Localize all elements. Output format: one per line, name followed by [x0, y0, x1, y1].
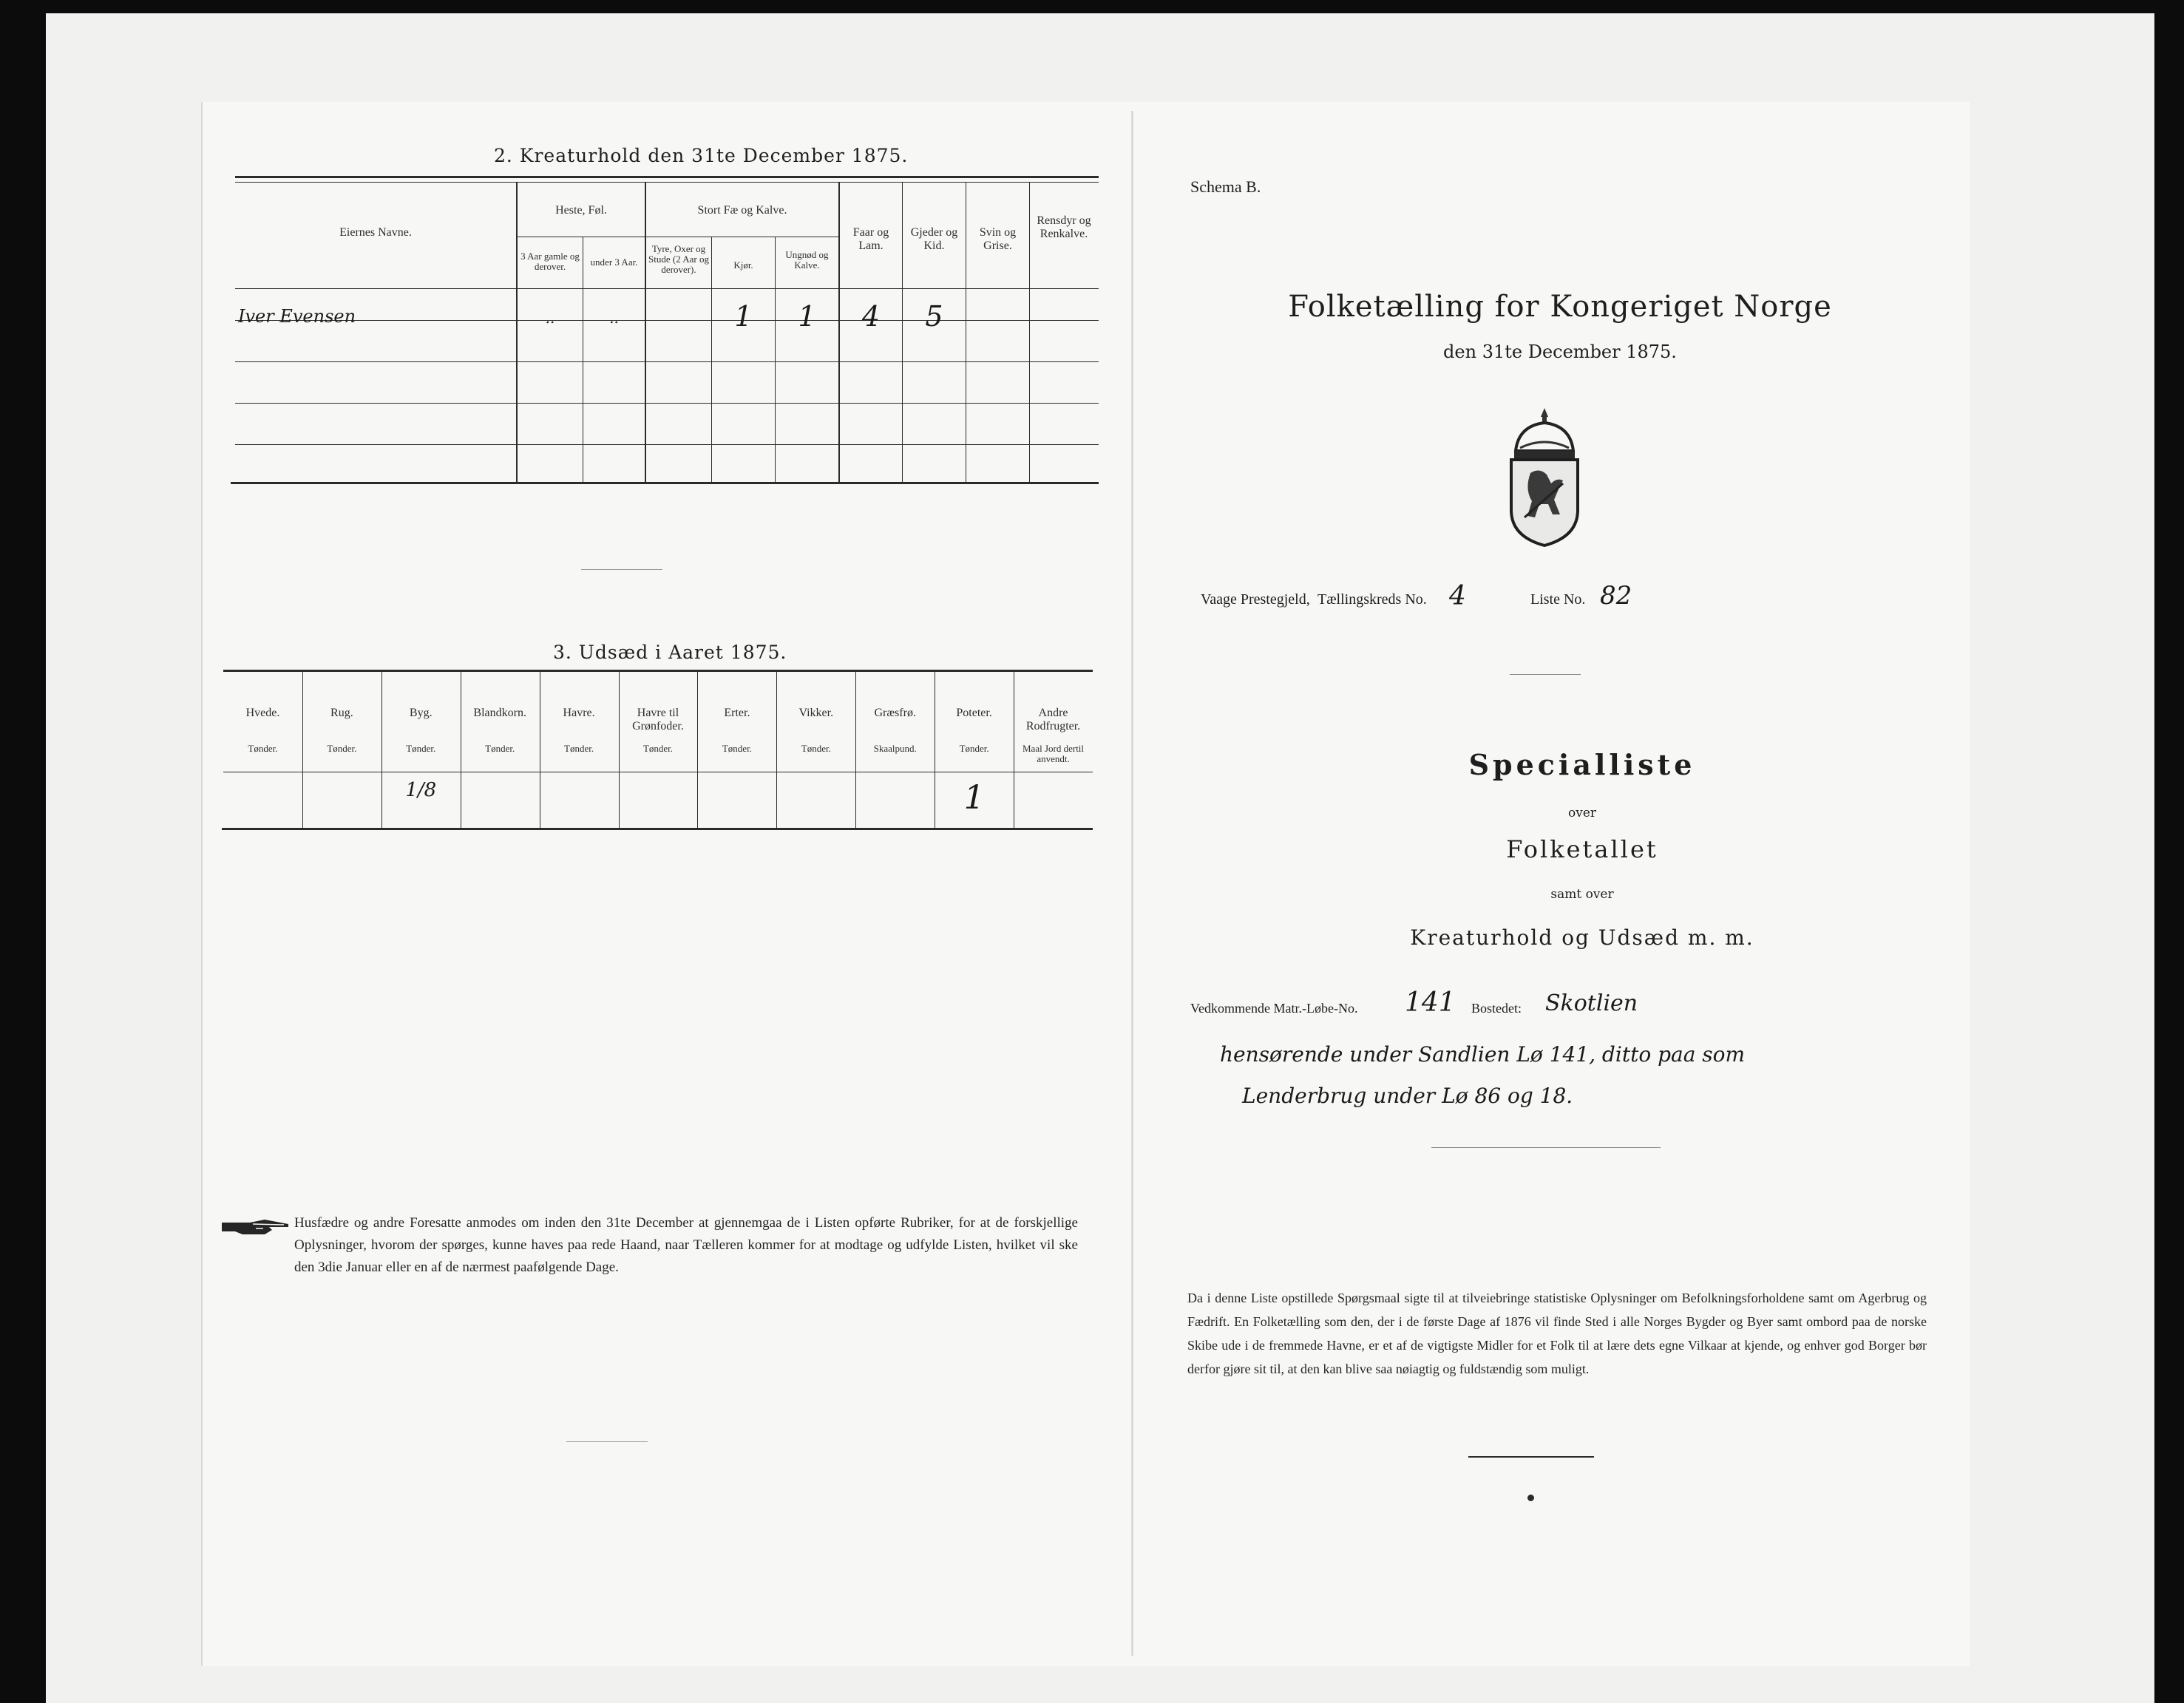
- header-cattle-cows: Kjør.: [733, 259, 753, 271]
- footnote-text: Husfædre og andre Foresatte anmodes om inden den 31te December at gjennemgaa de i Listen opførte Rubriker, for at de forskjellige Oplysninger, hvorom der spørges, kunne haves paa rede Haand, naar Tælleren kommer for at modtage og udfylde Listen, hvilket vil ske den 3die Januar eller en af de nærmest paafølgende Dage.: [294, 1215, 1078, 1275]
- table3-header-unit: Tønder.: [406, 743, 436, 754]
- matr-value: 141: [1405, 988, 1456, 1018]
- table3-header-name: Rug.: [330, 707, 353, 719]
- closing-rule: [1468, 1456, 1594, 1458]
- header-horses-adult: 3 Aar gamle og derover.: [520, 251, 580, 272]
- specialliste-heading: Specialliste: [1468, 748, 1696, 781]
- table3-header-unit: Tønder.: [248, 743, 278, 754]
- district-value: 4: [1449, 581, 1466, 611]
- list-label: Liste No.: [1530, 591, 1586, 608]
- census-sheet: [201, 102, 1970, 1666]
- header-goats: Gjeder og Kid.: [910, 226, 958, 252]
- pointing-hand-icon: [220, 1218, 291, 1237]
- table3-header-unit: Maal Jord dertil anvendt.: [1023, 743, 1085, 764]
- table2-top-rule: [235, 176, 1099, 178]
- header-sheep: Faar og Lam.: [852, 226, 889, 252]
- header-horses: Heste, Føl.: [555, 204, 607, 217]
- table3-header-unit: Tønder.: [642, 743, 674, 754]
- table3-header-name: Græsfrø.: [874, 707, 916, 719]
- table2-header-rule: [235, 288, 1099, 289]
- table3-header-unit: Skaalpund.: [873, 743, 917, 754]
- short-divider: [566, 1441, 648, 1442]
- table3-value-cell: 1: [963, 779, 985, 817]
- section2-title: 2. Kreaturhold den 31te December 1875.: [494, 145, 909, 166]
- owner-name-cell: Iver Evensen: [238, 306, 356, 327]
- scan-border-top: [0, 0, 2184, 13]
- over-label: over: [1567, 806, 1597, 820]
- header-pigs: Svin og Grise.: [979, 226, 1017, 252]
- table3-header-unit: Tønder.: [801, 743, 831, 754]
- table3-header-name: Blandkorn.: [473, 707, 526, 719]
- table3-header-unit: Tønder.: [722, 743, 752, 754]
- table2-row-rule: [235, 444, 1099, 445]
- table3-header-name: Erter.: [724, 707, 750, 719]
- table3-header-name: Hvede.: [245, 707, 280, 719]
- table2-bottom-rule: [231, 482, 1099, 484]
- scan-border-left: [0, 0, 46, 1703]
- table3-header-unit: Tønder.: [564, 743, 594, 754]
- header-owner: Eiernes Navne.: [339, 226, 412, 239]
- table3-header-name: Byg.: [409, 707, 433, 719]
- short-divider: [581, 569, 662, 570]
- table2-col-divider: [645, 182, 646, 483]
- table3-header-name: Vikker.: [798, 707, 834, 719]
- table3-top-rule: [223, 670, 1093, 672]
- header-cattle: Stort Fæ og Kalve.: [697, 204, 787, 217]
- district-label: Tællingskreds No.: [1317, 591, 1427, 608]
- header-reindeer: Rensdyr og Renkalve.: [1037, 214, 1091, 240]
- table2-col-divider: [711, 237, 712, 483]
- cows-cell: 1: [734, 300, 753, 333]
- table2-row-rule: [235, 361, 1099, 362]
- header-cattle-young: Ungnød og Kalve.: [785, 249, 829, 271]
- scan-border-right: [2154, 0, 2184, 1703]
- explanation-text: Da i denne Liste opstillede Spørgsmaal sigte til at tilveiebringe statistiske Oplysninger om Befolkningsforholdene samt om Agerbrug og Fædrift. En Folketælling som den, der i de første Dage af 1876 vil finde Sted i alle Norges Bygder og Byer samt ombord paa de norske Skibe ude i de fremmede Havne, er et af de vigtigste Midler for et Folk til at lære dets egne Vilkaar at kjende, og enhver god Borger bør derfor gjøre sit til, at den kan blive saa nøiagtig og fuldstændig som muligt.: [1187, 1291, 1927, 1376]
- header-horses-young: under 3 Aar.: [590, 256, 638, 268]
- table3-bottom-rule: [222, 828, 1093, 830]
- header-cattle-bulls: Tyre, Oxer og Stude (2 Aar og derover).: [648, 243, 709, 275]
- coat-of-arms-icon: [1505, 407, 1584, 547]
- table3-header-name: Poteter.: [956, 707, 992, 719]
- list-value: 82: [1600, 581, 1632, 611]
- handwritten-line-2: hensørende under Sandlien Lø 141, ditto paa som: [1220, 1042, 1746, 1067]
- parish-label: Vaage Prestegjeld,: [1201, 591, 1310, 608]
- table2-col-divider: [775, 237, 776, 483]
- section3-title: 3. Udsæd i Aaret 1875.: [553, 642, 787, 663]
- short-divider: [1431, 1147, 1661, 1148]
- horses-young-cell: ..: [609, 309, 619, 327]
- bosted-label: Bostedet:: [1471, 1001, 1522, 1016]
- young-cattle-cell: 1: [798, 300, 816, 333]
- schema-label: Schema B.: [1190, 177, 1261, 196]
- table2-top-rule-thin: [235, 182, 1099, 183]
- matr-label: Vedkommende Matr.-Løbe-No.: [1190, 1001, 1358, 1016]
- table3-header-unit: Tønder.: [485, 743, 515, 754]
- table3-header-unit: Tønder.: [959, 743, 989, 754]
- table3-header-name: Andre Rodfrugter.: [1025, 707, 1081, 732]
- table2-row-rule: [235, 403, 1099, 404]
- bosted-value: Skotlien: [1545, 990, 1638, 1016]
- sheep-cell: 4: [861, 300, 881, 333]
- table3-header-name: Havre til Grønfoder.: [632, 707, 684, 732]
- main-title: Folketælling for Kongeriget Norge: [1288, 290, 1832, 324]
- ink-dot: [1527, 1495, 1534, 1501]
- table3-header-name: Havre.: [563, 707, 595, 719]
- page-fold: [1131, 111, 1133, 1656]
- samt-over-label: samt over: [1550, 887, 1614, 902]
- horses-adult-cell: ..: [545, 309, 555, 327]
- handwritten-line-3: Lenderbrug under Lø 86 og 18.: [1242, 1084, 1573, 1108]
- kreaturhold-heading: Kreaturhold og Udsæd m. m.: [1410, 925, 1754, 950]
- main-date: den 31te December 1875.: [1443, 341, 1677, 362]
- folketallet-heading: Folketallet: [1506, 835, 1658, 863]
- table3-header-unit: Tønder.: [327, 743, 357, 754]
- goats-cell: 5: [925, 300, 943, 333]
- table2-col-divider: [516, 182, 518, 483]
- short-divider: [1510, 674, 1581, 675]
- table3-value-cell: 1/8: [405, 779, 437, 801]
